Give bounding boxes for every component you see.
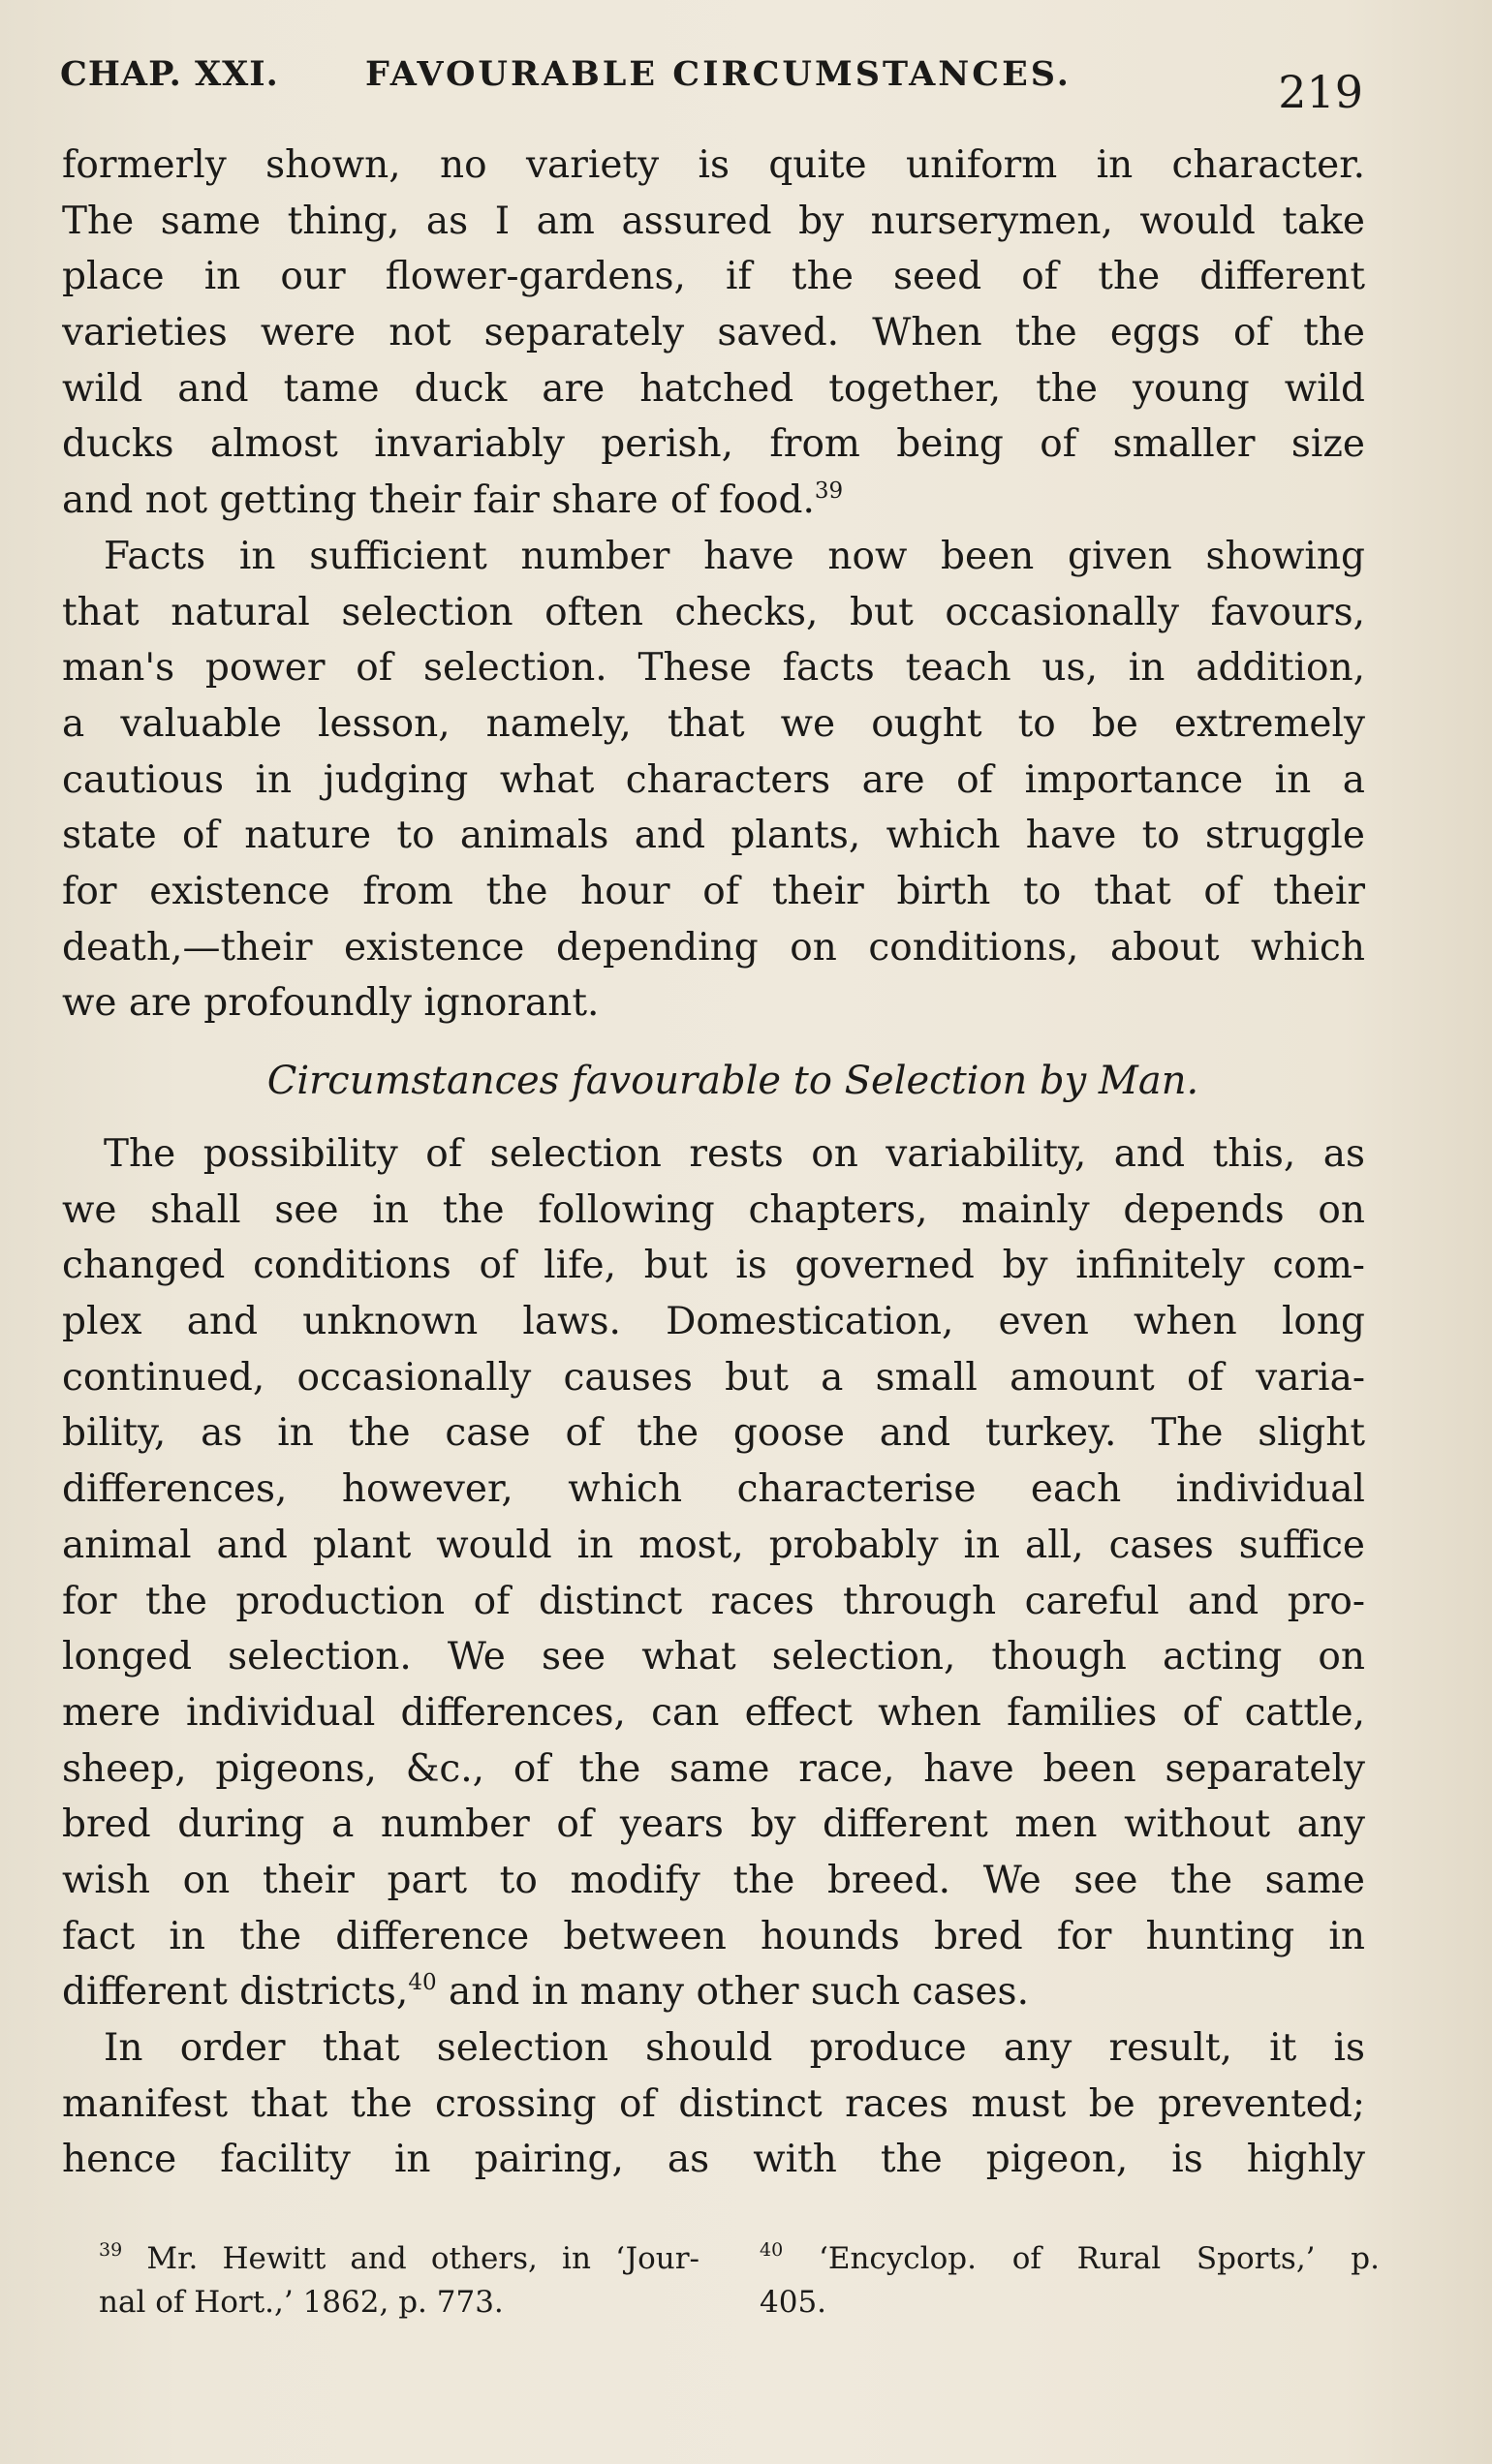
text-line: Facts in sufficient number have now been given showing (104, 534, 1365, 578)
footnote-text: ‘Encyclop. of Rural Sports,’ p. (818, 2241, 1380, 2276)
page-number: 219 (1278, 66, 1363, 118)
text-line: man's power of selection. These facts teach us, in addition, (62, 646, 1365, 691)
footnote-line (99, 2237, 699, 2281)
footnote-marker: 40 (760, 2239, 784, 2261)
text-line: manifest that the crossing of distinct races must be prevented; (62, 2081, 1365, 2126)
text-line: animal and plant would in most, probably in all, cases suffice (62, 1523, 1365, 1567)
text-line: sheep, pigeons, &c., of the same race, have been separately (62, 1746, 1365, 1791)
text-line (62, 473, 1365, 529)
paragraph-4 (62, 2020, 1365, 2188)
text-line: death,—their existence depending on conditions, about which (62, 925, 1365, 970)
text-line: cautious in judging what characters are of importance in a (62, 757, 1365, 802)
text-fragment: different districts, (62, 1970, 409, 2015)
footnote-line: 405. (760, 2285, 827, 2320)
paragraph-1 (62, 138, 1365, 529)
footnote-40 (760, 2237, 1380, 2325)
footnote-marker: 39 (99, 2239, 123, 2261)
chapter-label: CHAP. XXI. (60, 54, 279, 94)
footnote-line: nal of Hort.,’ 1862, p. 773. (99, 2285, 504, 2320)
footnote-text: Mr. Hewitt and others, in ‘Jour- (146, 2241, 699, 2276)
text-line: The same thing, as I am assured by nurserymen, would take (62, 199, 1365, 243)
footnotes (62, 2237, 1380, 2344)
text-line: we are profoundly ignorant. (62, 981, 600, 1026)
footnote-39 (99, 2237, 699, 2325)
text-line: ducks almost invariably perish, from being of smaller size (62, 422, 1365, 467)
text-line: differences, however, which characterise each individual (62, 1467, 1365, 1512)
paragraph-3 (62, 1126, 1365, 2020)
footnote-ref-40: 40 (408, 1970, 437, 1996)
section-subheading: Circumstances favourable to Selection by Man. (266, 1059, 1199, 1103)
page-header (60, 46, 1363, 124)
text-line (62, 1964, 1365, 2020)
text-line: mere individual differences, can effect when families of cattle, (62, 1690, 1365, 1735)
text-line: changed conditions of life, but is governed by infinitely com- (62, 1244, 1365, 1288)
text-line: hence facility in pairing, as with the pigeon, is highly (62, 2138, 1365, 2182)
text-line: plex and unknown laws. Domestication, even when long (62, 1300, 1365, 1344)
text-line: fact in the difference between hounds bred for hunting in (62, 1914, 1365, 1958)
text-line: for the production of distinct races through careful and pro- (62, 1579, 1365, 1623)
text-line: place in our flower-gardens, if the seed of the different (62, 255, 1365, 299)
text-line: longed selection. We see what selection, though acting on (62, 1635, 1365, 1679)
text-line: state of nature to animals and plants, which have to struggle (62, 814, 1365, 858)
text-line: wild and tame duck are hatched together, the young wild (62, 366, 1365, 411)
text-fragment: and in many other such cases. (436, 1970, 1029, 2015)
text-line: formerly shown, no variety is quite uniform in character. (62, 143, 1365, 187)
text-line: In order that selection should produce any result, it is (104, 2026, 1365, 2070)
text-line: we shall see in the following chapters, mainly depends on (62, 1187, 1365, 1232)
text-line: continued, occasionally causes but a small amount of varia- (62, 1355, 1365, 1400)
text-line: for existence from the hour of their birth to that of their (62, 869, 1365, 913)
text-line: varieties were not separately saved. When the eggs of the (62, 311, 1365, 355)
paragraph-2 (62, 529, 1365, 1032)
text-fragment: and not getting their fair share of food. (62, 478, 815, 523)
text-line: The possibility of selection rests on variability, and this, as (104, 1132, 1365, 1176)
footnote-ref-39: 39 (814, 478, 844, 505)
footnote-line (760, 2237, 1380, 2281)
text-line: that natural selection often checks, but occasionally favours, (62, 590, 1365, 634)
text-line: wish on their part to modify the breed. We see the same (62, 1858, 1365, 1902)
body-text (62, 138, 1365, 2188)
text-line: bility, as in the case of the goose and turkey. The slight (62, 1411, 1365, 1456)
text-line: a valuable lesson, namely, that we ought to be extremely (62, 701, 1365, 746)
text-line: bred during a number of years by different men without any (62, 1802, 1365, 1847)
running-title: FAVOURABLE CIRCUMSTANCES. (365, 54, 1072, 94)
